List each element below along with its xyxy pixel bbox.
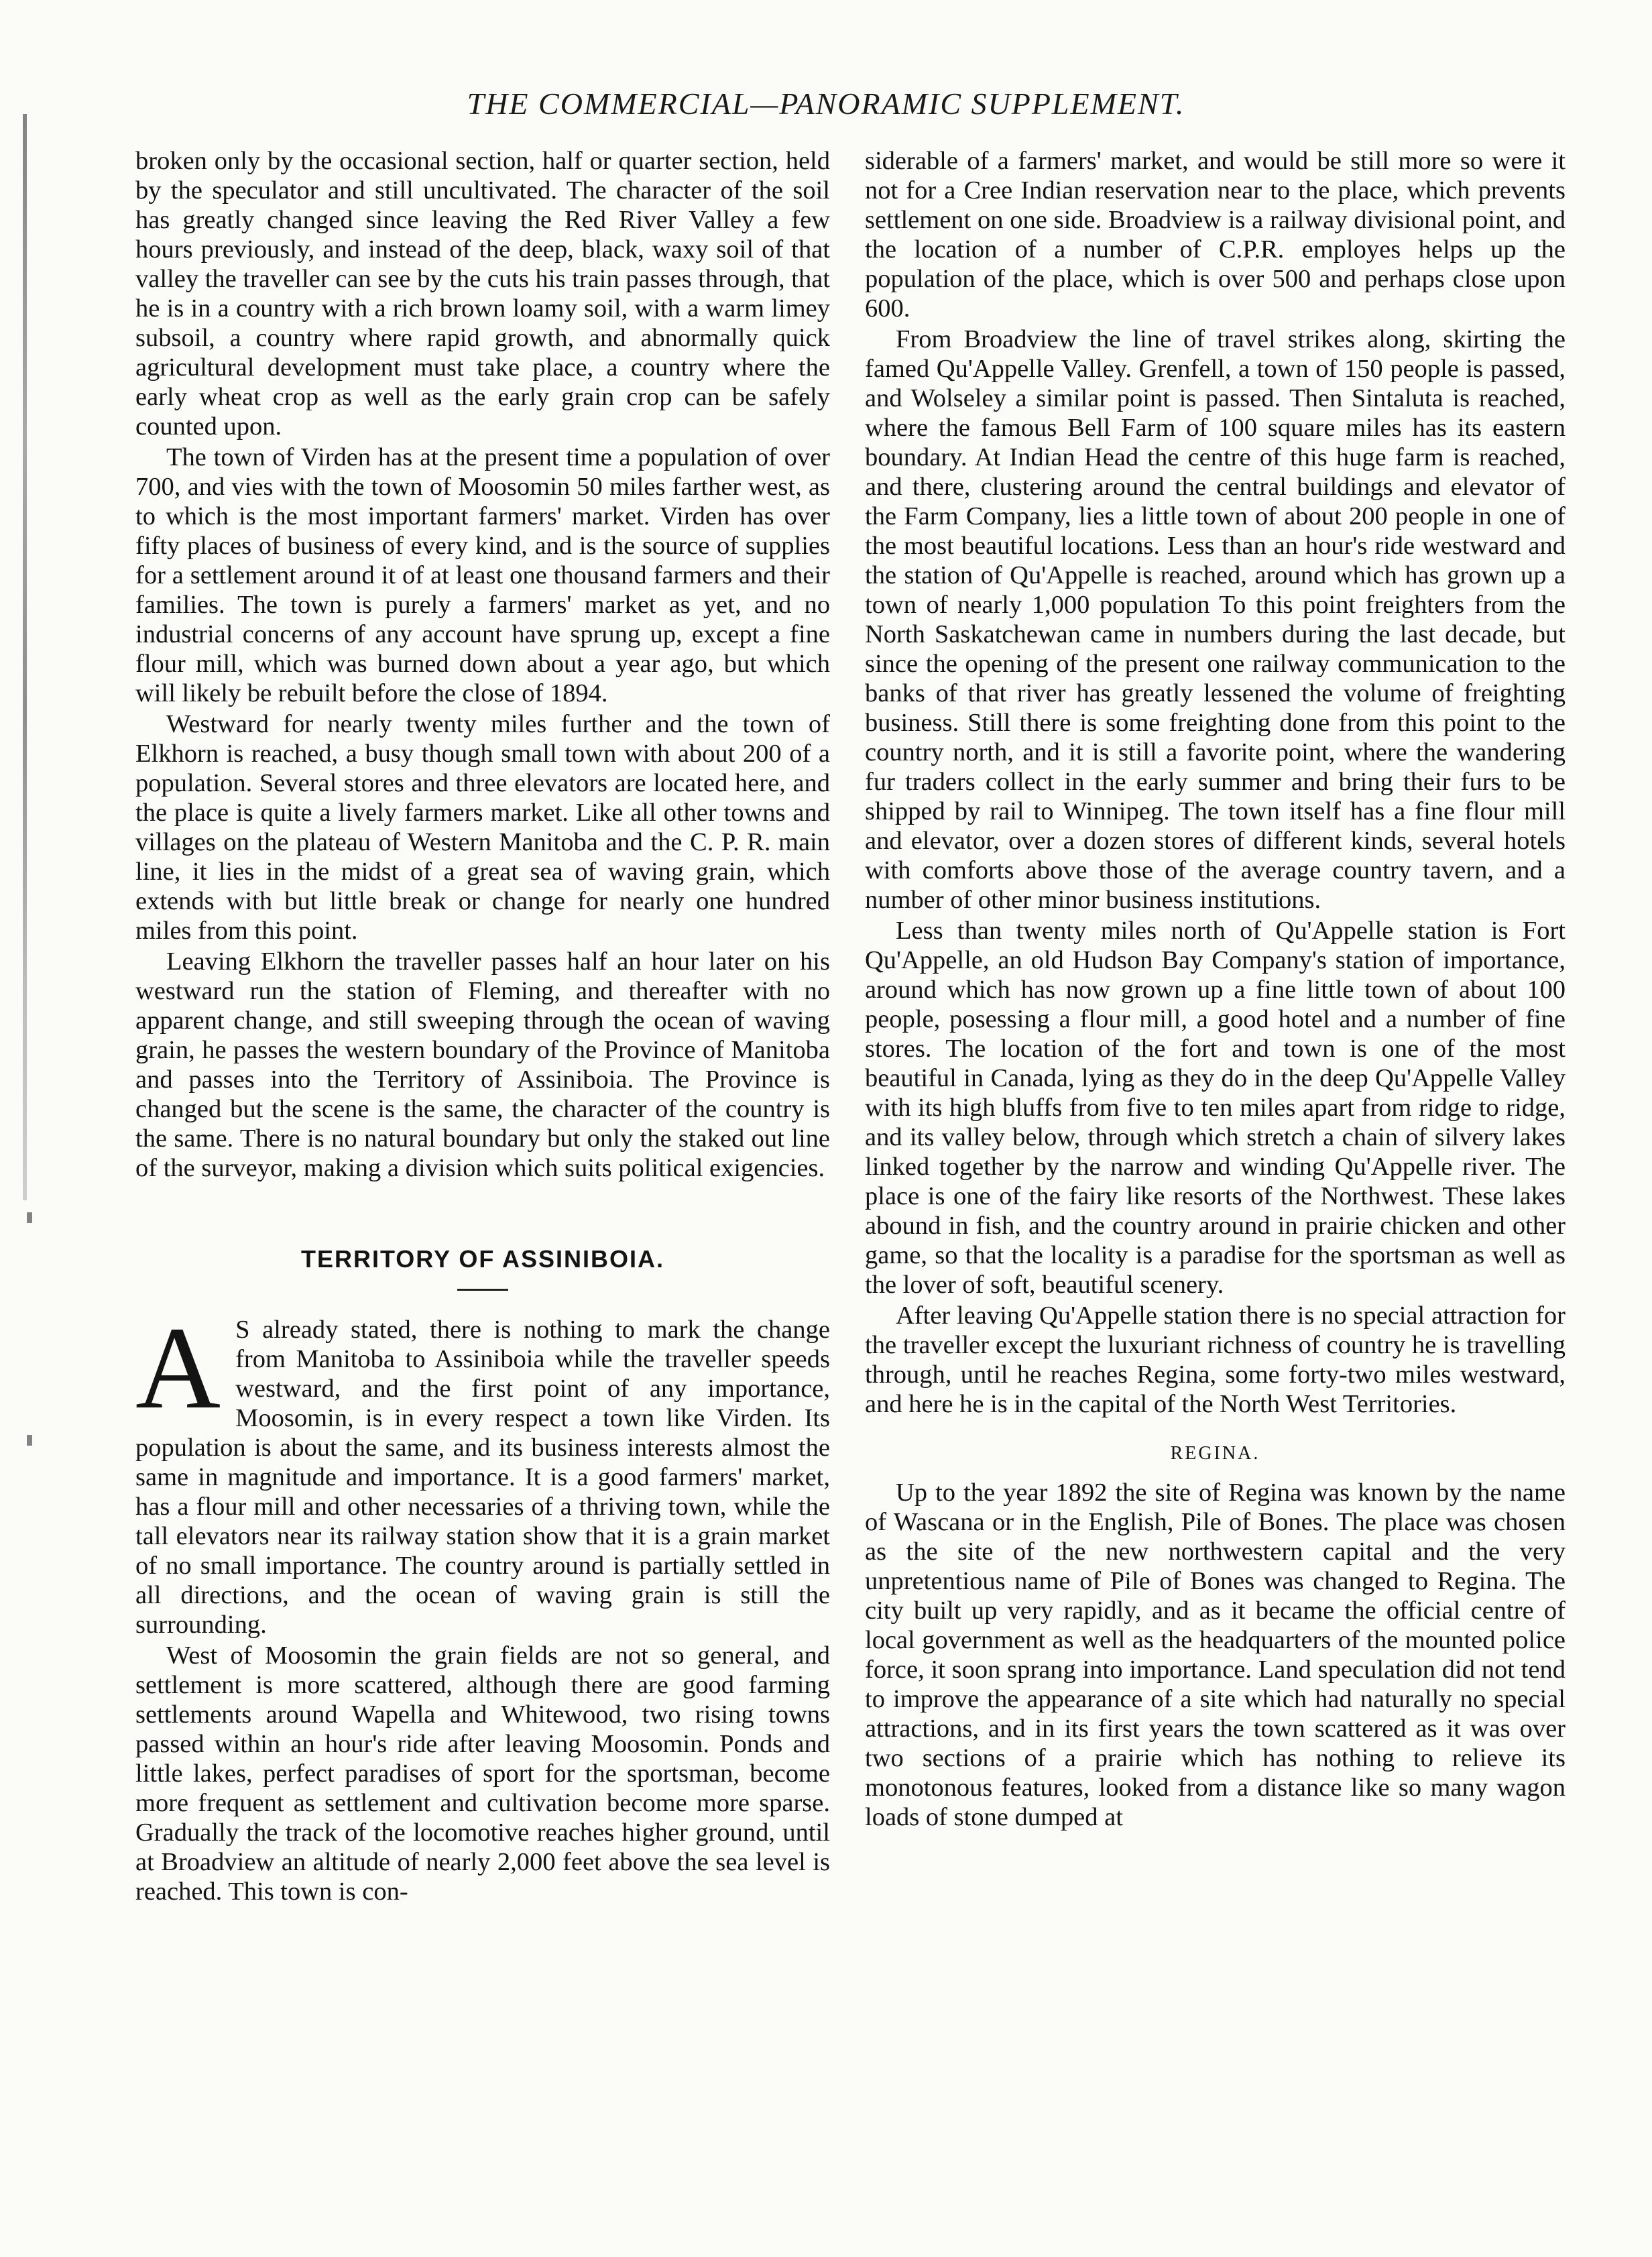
paragraph: West of Moosomin the grain fields are not so general, and settlement is more scattered, although there are good farming settlements around Wapella and Whitewood, two rising towns passed within an hour's ride after leaving Moosomin. Ponds and little lakes, perfect paradises of sport for the sportsman, become more frequent as settlement and cultivation become more sparse. Gradually the track of the locomotive reaches higher ground, until at Broadview an altitude of nearly 2,000 feet above the sea level is reached. This town is con- [135, 1641, 830, 1906]
section-heading: TERRITORY OF ASSINIBOIA. [300, 1245, 665, 1273]
paragraph: Westward for nearly twenty miles further and the town of Elkhorn is reached, a busy though small town with about 200 of a population. Several stores and three elevators are located here, and the place is quite a lively farmers market. Like all other towns and villages on the plateau of Western Manitoba and the C. P. R. main line, it lies in the midst of a great sea of waving grain, which extends with but little break or change for nearly one hundred miles from this point. [135, 710, 830, 945]
paragraph: Leaving Elkhorn the traveller passes half an hour later on his westward run the station of Fleming, and thereafter with no apparent change, and still sweeping through the ocean of waving grain, he passes the western boundary of the Province of Manitoba and passes into the Territory of Assiniboia. The Province is changed but the scene is the same, the character of the country is the same. There is no natural boundary but only the staked out line of the surveyor, making a division which suits political exigencies. [135, 947, 830, 1182]
paragraph: The town of Virden has at the present time a population of over 700, and vies with the town of Moosomin 50 miles farther west, as to which is the most important farmers' market. Virden has over fifty places of business of every kind, and is the source of supplies for a settlement around it of at least one thousand farmers and their families. The town is purely a farmers' market as yet, and no industrial concerns of any account have sprung up, except a fine flour mill, which was burned down about a year ago, but which will likely be rebuilt before the close of 1894. [135, 443, 830, 707]
drop-cap: A [135, 1303, 221, 1434]
binding-edge-mark [23, 114, 27, 1200]
lead-paragraph-text: S already stated, there is nothing to mark the change from Manitoba to Assiniboia while the traveller speeds westward, and the first point of any importance, Moosomin, is in every respect a town like Virden. Its population is about the same, and its business interests almost the same in magnitude and importance. It is a good farmers' market, has a flour mill and other necessaries of a thriving town, while the tall elevators near its railway station show that it is a grain market of no small importance. The country around is partially settled in all directions, and the ocean of waving grain is still the surrounding. [135, 1316, 830, 1639]
paragraph: Less than twenty miles north of Qu'Appelle station is Fort Qu'Appelle, an old Hudson Bay Company's station of importance, around which has now grown up a fine little town of about 100 people, posessing a flour mill, a good hotel and a number of fine stores. The location of the fort and town is one of the most beautiful in Canada, lying as they do in the deep Qu'Appelle Valley with its high bluffs from five to ten miles apart from ridge to ridge, and its valley below, through which stretch a chain of silvery lakes linked together by the narrow and winding Qu'Appelle river. The place is one of the fairy like resorts of the Northwest. These lakes abound in fish, and the country around in prairie chicken and other game, so that the locality is a paradise for the sportsman as well as the lover of soft, beautiful scenery. [865, 917, 1566, 1299]
subheading-regina: REGINA. [1170, 1443, 1260, 1464]
heading-rule [457, 1289, 508, 1291]
edge-speck [27, 1435, 32, 1446]
lead-paragraph [135, 1303, 830, 1639]
right-column [865, 146, 1566, 2198]
paragraph: broken only by the occasional section, half or quarter section, held by the speculator and still uncultivated. The character of the soil has greatly changed since leaving the Red River Valley a few hours previously, and instead of the deep, black, waxy soil of that valley the traveller can see by the cuts his train passes through, that he is in a country with a rich brown loamy soil, with a warm limey subsoil, a country where rapid growth, and abnormally quick agricultural development must take place, a country where the early wheat crop as well as the early grain crop can be safely counted upon. [135, 147, 830, 441]
paragraph: Up to the year 1892 the site of Regina was known by the name of Wascana or in the English, Pile of Bones. The place was chosen as the site of the new northwestern capital and the very unpretentious name of Pile of Bones was changed to Regina. The city built up very rapidly, and as it became the official centre of local government as well as the headquarters of the mounted police force, it soon sprang into importance. Land speculation did not tend to improve the appearance of a site which had naturally no special attractions, and in its first years the town scattered as it was over two sections of a prairie which has nothing to relieve its monotonous features, looked from a distance like so many wagon loads of stone dumped at [865, 1479, 1566, 1831]
paragraph: siderable of a farmers' market, and would be still more so were it not for a Cree Indian reservation near to the place, which prevents settlement on one side. Broadview is a railway divisional point, and the location of a number of C.P.R. employes helps up the population of the place, which is over 500 and perhaps close upon 600. [865, 147, 1566, 323]
left-column [135, 146, 830, 2198]
paragraph: After leaving Qu'Appelle station there is no special attraction for the traveller except the luxuriant richness of country he is travelling through, until he reaches Regina, some forty-two miles westward, and here he is in the capital of the North West Territories. [865, 1301, 1566, 1418]
running-title: THE COMMERCIAL—PANORAMIC SUPPLEMENT. [467, 86, 1185, 121]
edge-speck [27, 1212, 32, 1223]
paragraph: From Broadview the line of travel strikes along, skirting the famed Qu'Appelle Valley. Grenfell, a town of 150 people is passed, and Wolseley a similar point is passed. Then Sintaluta is reached, where the famous Bell Farm of 100 square miles has its eastern boundary. At Indian Head the centre of this huge farm is reached, and there, clustering around the central buildings and elevator of the Farm Company, lies a little town of about 200 people in one of the most beautiful locations. Less than an hour's ride westward and the station of Qu'Appelle is reached, around which has grown up a town of nearly 1,000 population To this point freighters from the North Saskatchewan came in numbers during the last decade, but since the opening of the present one railway communication to the banks of that river has greatly lessened the volume of freighting business. Still there is some freighting done from this point to the country north, and it is still a favorite point, where the wandering fur traders collect in the early summer and bring their furs to be shipped by rail to Winnipeg. The town itself has a fine flour mill and elevator, over a dozen stores of different kinds, several hotels with comforts above those of the average country tavern, and a number of other minor business institutions. [865, 325, 1566, 914]
